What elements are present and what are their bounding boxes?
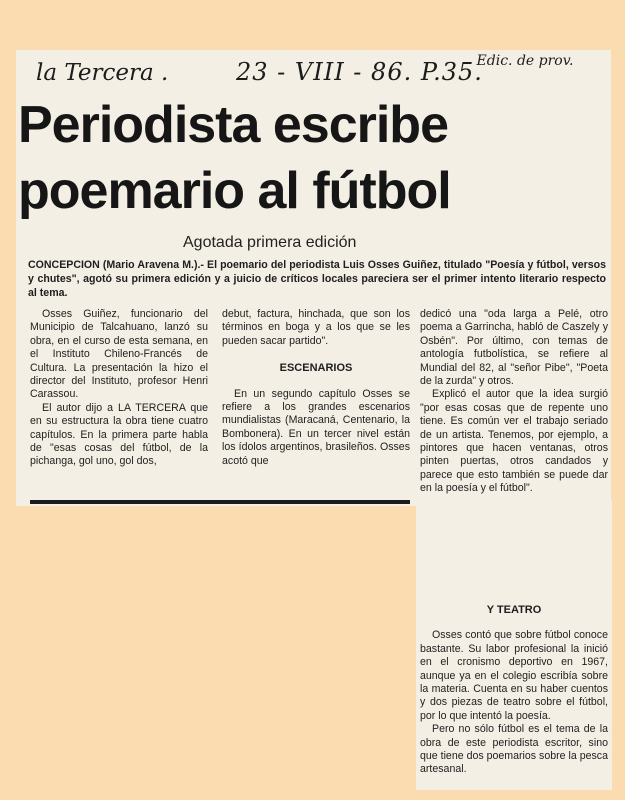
lead-paragraph: CONCEPCION (Mario Aravena M.).- El poemario del periodista Luis Osses Guiñez, titulado "Poesía y fútbol, versos y chutes", agotó su primera edición y a juicio de críticos locales pareciera ser el primer intento literario respecto al tema. xyxy=(28,259,606,299)
article-column-3 xyxy=(420,308,608,496)
article-column-1 xyxy=(30,308,208,469)
headline-line-2: poemario al fútbol xyxy=(18,162,451,220)
article-column-2 xyxy=(222,308,410,468)
headline-line-1: Periodista escribe xyxy=(18,96,448,154)
paragraph: Pero no sólo fútbol es el tema de la obra de este periodista escritor, sino que tiene dos poemarios sobre la pesca artesanal. xyxy=(420,723,608,776)
paragraph: dedicó una "oda larga a Pelé, otro poema a Garrincha, habló de Caszely y Osbén". Por último, con temas de antología futbolística, se refiere al Mundial del 82, al "señor Pibe", "Poeta de la zurda" y otros. xyxy=(420,308,608,388)
paragraph: Explicó el autor que la idea surgió "por esas cosas que de repente uno tiene. Es común ver el trabajo seriado de un artista. Tenemos, por ejemplo, a pintores que hacen ventanas, otros pinten puertas, otros candados y parece que esto también se puede dar en la poesía y el fútbol". xyxy=(420,388,608,495)
paragraph: El autor dijo a LA TERCERA que en su estructura la obra tiene cuatro capítulos. En la primera parte habla de "esas cosas del fútbol, de la pichanga, gol uno, gol dos, xyxy=(30,401,208,468)
paragraph: Osses contó que sobre fútbol conoce bastante. Su labor profesional la inició en el cronismo deportivo en 1967, aunque ya en el colegio escribía sobre la materia. Cuenta en su haber cuentos y dos piezas de teatro sobre el fútbol, por lo que intentó la poesía. xyxy=(420,629,608,722)
article-column-4 xyxy=(420,590,608,777)
paragraph: Osses Guiñez, funcionario del Municipio de Talcahuano, lanzó su obra, en el curso de esta semana, en el Instituto Chileno-Francés de Cultura. La presentación la hizo el director del Instituto, profesor Henri Carassou. xyxy=(30,308,208,401)
handwritten-source: la Tercera . xyxy=(36,60,169,86)
handwritten-date: 23 - VIII - 86. P.35. xyxy=(236,58,483,86)
headline xyxy=(18,92,451,224)
paragraph: debut, factura, hinchada, que son los términos en boga y a los que se les pueden sacar partido". xyxy=(222,308,410,347)
section-heading-teatro: Y TEATRO xyxy=(486,604,542,616)
handwritten-note: Edic. de prov. xyxy=(476,53,574,69)
paragraph: En un segundo capítulo Osses se refiere a los grandes escenarios mundialistas (Maracaná, Centenario, la Bombonera). En un tercer nivel están los ídolos argentinos, brasileños. Osses acotó que xyxy=(222,387,410,467)
column-divider-rule xyxy=(30,500,410,504)
subheadline: Agotada primera edición xyxy=(183,234,357,251)
section-heading-escenarios: ESCENARIOS xyxy=(279,362,353,375)
